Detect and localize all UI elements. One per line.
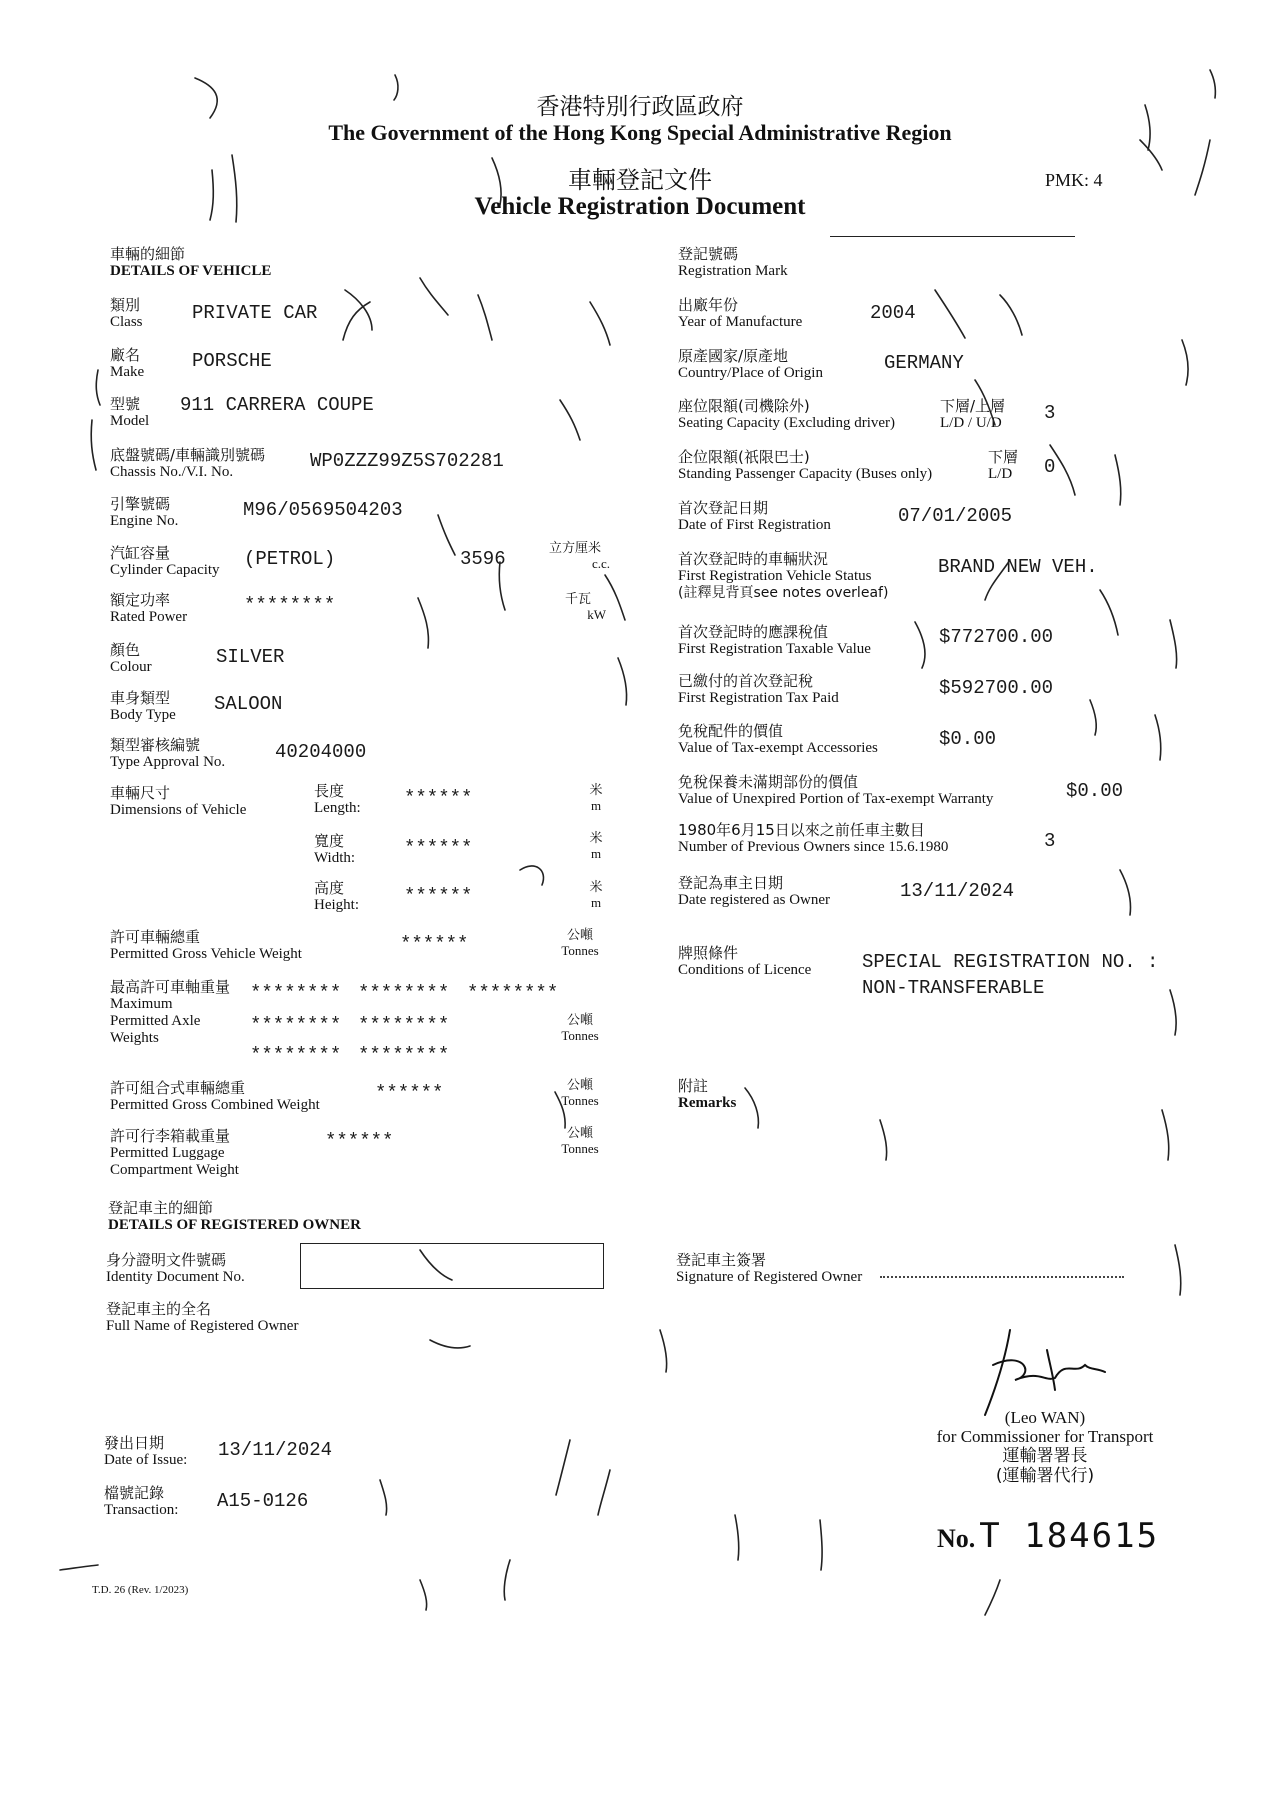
model-label: 型號 Model <box>110 395 150 429</box>
axle-weight-2a: ******** <box>250 1014 342 1036</box>
standing-label: 企位限額(祇限巴士) Standing Passenger Capacity (Buses only) <box>678 448 933 482</box>
standing-deck-label: 下層 L/D <box>988 448 1019 482</box>
class-value: PRIVATE CAR <box>192 302 318 324</box>
date-owner-value: 13/11/2024 <box>900 880 1015 902</box>
pgcw-value: ****** <box>375 1082 444 1104</box>
seating-label: 座位限額(司機除外) Seating Capacity (Excluding driver) <box>678 397 896 431</box>
power-label: 額定功率 Rated Power <box>110 591 188 625</box>
dimensions-label: 車輛尺寸 Dimensions of Vehicle <box>110 784 247 818</box>
accessories-label: 免稅配件的價值 Value of Tax-exempt Accessories <box>678 722 878 756</box>
width-label: 寬度 Width: <box>314 832 356 866</box>
accessories-value: $0.00 <box>939 728 997 750</box>
origin-label: 原產國家/原產地 Country/Place of Origin <box>678 347 823 381</box>
warranty-label: 免稅保養未滿期部份的價值 Value of Unexpired Portion of Tax-exempt Warranty <box>678 773 994 807</box>
kw-unit: 千瓦 kW <box>564 592 606 622</box>
document-title-english: Vehicle Registration Document <box>474 193 806 220</box>
issue-date-label: 發出日期 Date of Issue: <box>104 1434 188 1468</box>
official-signature <box>965 1320 1115 1420</box>
model-value: 911 CARRERA COUPE <box>180 394 374 416</box>
remarks-label: 附註 Remarks <box>678 1077 737 1111</box>
height-unit: 米 m <box>589 880 603 910</box>
luggage-value: ****** <box>325 1130 394 1152</box>
conditions-value-2: NON-TRANSFERABLE <box>862 977 1045 999</box>
warranty-value: $0.00 <box>1066 780 1124 802</box>
colour-label: 顏色 Colour <box>110 641 152 675</box>
fuel-type: (PETROL) <box>244 548 336 570</box>
taxable-value-label: 首次登記時的應課稅值 First Registration Taxable Value <box>678 623 871 657</box>
colour-value: SILVER <box>216 646 285 668</box>
origin-value: GERMANY <box>884 352 964 374</box>
issue-date-value: 13/11/2024 <box>218 1439 333 1461</box>
standing-value: 0 <box>1044 456 1056 478</box>
axle-weight-3a: ******** <box>250 1044 342 1066</box>
pgcw-label: 許可組合式車輛總重 Permitted Gross Combined Weight <box>110 1079 320 1113</box>
cylinder-label: 汽缸容量 Cylinder Capacity <box>110 544 220 578</box>
width-unit: 米 m <box>589 831 603 861</box>
make-value: PORSCHE <box>192 350 272 372</box>
form-number: T.D. 26 (Rev. 1/2023) <box>92 1584 189 1596</box>
first-status-label: 首次登記時的車輛狀況 First Registration Vehicle Status (註釋見背頁see notes overleaf) <box>678 550 889 601</box>
first-reg-date-label: 首次登記日期 Date of First Registration <box>678 499 831 533</box>
luggage-label: 許可行李箱載重量 Permitted Luggage Compartment Weight <box>110 1127 239 1178</box>
id-doc-label: 身分證明文件號碼 Identity Document No. <box>106 1251 245 1285</box>
length-label: 長度 Length: <box>314 782 361 816</box>
first-status-value: BRAND NEW VEH. <box>938 556 1098 578</box>
chassis-value: WP0ZZZ99Z5S702281 <box>310 450 504 472</box>
document-serial-number: No. T 184615 <box>937 1516 1160 1556</box>
commissioner-block: (Leo WAN) for Commissioner for Transport 運輸署署長 (運輸署代行) <box>936 1408 1154 1486</box>
axle-weight-3b: ******** <box>358 1044 450 1066</box>
tax-paid-label: 已繳付的首次登記稅 First Registration Tax Paid <box>678 672 839 706</box>
width-value: ****** <box>404 837 473 859</box>
identity-document-box <box>300 1243 604 1289</box>
class-label: 類別 Class <box>110 296 143 330</box>
document-title-chinese: 車輛登記文件 <box>568 166 712 194</box>
power-value: ******** <box>244 594 336 616</box>
seating-deck-label: 下層/上層 L/D / U/D <box>940 397 1006 431</box>
conditions-value-1: SPECIAL REGISTRATION NO. : <box>862 951 1159 973</box>
year-value: 2004 <box>870 302 916 324</box>
taxable-value: $772700.00 <box>939 626 1054 648</box>
signature-label: 登記車主簽署 Signature of Registered Owner <box>676 1251 863 1285</box>
pgvw-label: 許可車輛總重 Permitted Gross Vehicle Weight <box>110 928 302 962</box>
axle-weight-2b: ******** <box>358 1014 450 1036</box>
body-type-label: 車身類型 Body Type <box>110 689 176 723</box>
pgvw-unit: 公噸 Tonnes <box>561 928 599 958</box>
type-approval-label: 類型審核編號 Type Approval No. <box>110 736 226 770</box>
engine-value: M96/0569504203 <box>243 499 403 521</box>
owner-section-heading: 登記車主的細節 DETAILS OF REGISTERED OWNER <box>108 1199 361 1233</box>
pgvw-value: ****** <box>400 933 469 955</box>
prev-owners-label: 1980年6月15日以來之前任車主數目 Number of Previous Owners since 15.6.1980 <box>678 821 949 855</box>
luggage-unit: 公噸 Tonnes <box>561 1126 599 1156</box>
cylinder-value: 3596 <box>460 548 506 570</box>
pgcw-unit: 公噸 Tonnes <box>561 1078 599 1108</box>
length-unit: 米 m <box>589 783 603 813</box>
date-owner-label: 登記為車主日期 Date registered as Owner <box>678 874 831 908</box>
axle-weight-1b: ******** <box>358 982 450 1004</box>
vehicle-section-heading: 車輛的細節 DETAILS OF VEHICLE <box>110 245 272 279</box>
signature-line <box>880 1276 1124 1278</box>
body-type-value: SALOON <box>214 693 283 715</box>
transaction-label: 檔號記錄 Transaction: <box>104 1484 179 1518</box>
full-name-label: 登記車主的全名 Full Name of Registered Owner <box>106 1300 299 1334</box>
axle-weight-1a: ******** <box>250 982 342 1004</box>
chassis-label: 底盤號碼/車輛識別號碼 Chassis No./V.I. No. <box>110 446 266 480</box>
pmk-code: PMK: 4 <box>1045 170 1103 190</box>
length-value: ****** <box>404 787 473 809</box>
axle-weight-1c: ******** <box>467 982 559 1004</box>
type-approval-value: 40204000 <box>275 741 367 763</box>
engine-label: 引擎號碼 Engine No. <box>110 495 179 529</box>
seating-value: 3 <box>1044 402 1056 424</box>
prev-owners-value: 3 <box>1044 830 1056 852</box>
registration-mark-label: 登記號碼 Registration Mark <box>678 245 788 279</box>
government-title-english: The Government of the Hong Kong Special Administrative Region <box>328 120 952 145</box>
tax-paid-value: $592700.00 <box>939 677 1054 699</box>
header-rule <box>830 236 1075 237</box>
first-reg-date-value: 07/01/2005 <box>898 505 1013 527</box>
axle-unit: 公噸 Tonnes <box>561 1013 599 1043</box>
transaction-value: A15-0126 <box>217 1490 309 1512</box>
conditions-label: 牌照條件 Conditions of Licence <box>678 944 812 978</box>
government-title-chinese: 香港特別行政區政府 <box>536 94 744 120</box>
height-value: ****** <box>404 885 473 907</box>
make-label: 廠名 Make <box>110 346 145 380</box>
axle-label: 最高許可車軸重量 Maximum Permitted Axle Weights <box>110 978 231 1046</box>
year-label: 出廠年份 Year of Manufacture <box>678 296 803 330</box>
height-label: 高度 Height: <box>314 879 359 913</box>
cc-unit: 立方厘米 c.c. <box>548 541 610 571</box>
